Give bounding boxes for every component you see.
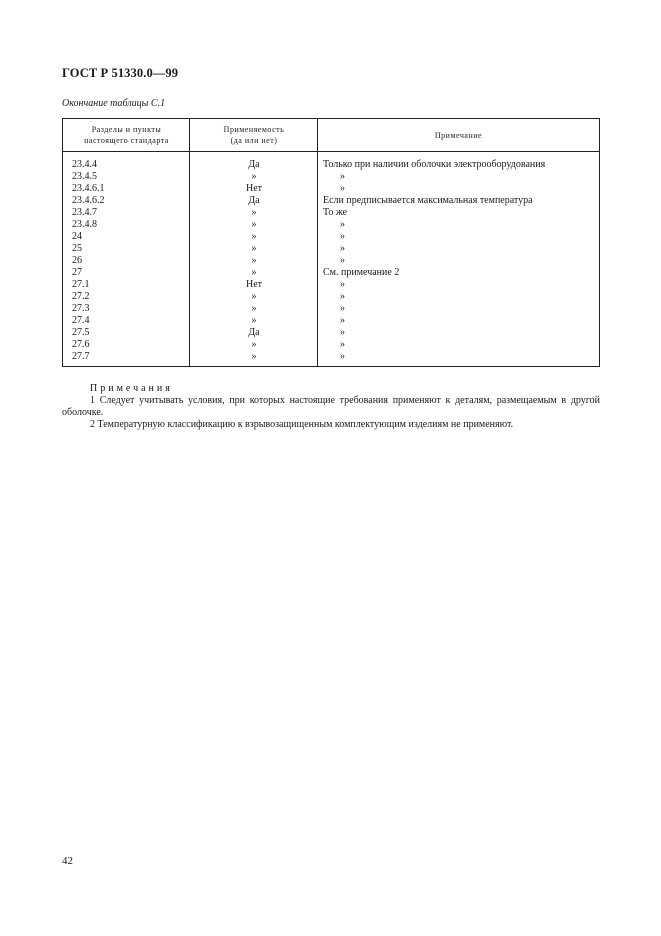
section-number-cell: 26 [72,255,82,266]
note-cell: » [340,315,345,326]
applicability-cell: » [251,291,257,302]
section-number-cell: 23.4.5 [72,171,97,182]
table-row [63,339,599,351]
table-row [63,171,599,183]
note-cell: » [340,303,345,314]
applicability-cell: » [251,339,257,350]
section-number-cell: 23.4.4 [72,159,97,170]
section-number-cell: 25 [72,243,82,254]
section-number-cell: 27.6 [72,339,90,350]
section-number-cell: 23.4.6.2 [72,195,105,206]
section-number-cell: 23.4.8 [72,219,97,230]
note-cell: » [340,243,345,254]
column-header-line: Применяемость [223,125,285,134]
section-number-cell: 27.2 [72,291,90,302]
column-header-line: Разделы и пункты [91,125,162,134]
table-row [63,291,599,303]
section-number-cell: 27.3 [72,303,90,314]
section-number-cell: 27 [72,267,82,278]
column-header-applicability [190,119,318,151]
applicability-cell: » [251,243,257,254]
applicability-cell: » [251,171,257,182]
note-cell: Если предписывается максимальная температура [323,195,533,206]
applicability-cell: » [251,315,257,326]
applicability-cell: Да [248,327,260,338]
table-row [63,255,599,267]
note-cell: » [340,351,345,362]
note-item: 1 Следует учитывать условия, при которых настоящие требования применяют к деталям, размещаемым в другой оболочке. [62,395,600,418]
table-row [63,351,599,363]
applicability-cell: » [251,255,257,266]
section-number-cell: 27.5 [72,327,90,338]
note-cell: » [340,255,345,266]
column-header-note [318,119,599,151]
note-cell: Только при наличии оболочки электрооборудования [323,159,546,170]
note-cell: » [340,339,345,350]
note-cell: » [340,171,345,182]
applicability-table [62,118,600,367]
section-number-cell: 24 [72,231,82,242]
table-row [63,219,599,231]
table-row [63,159,599,171]
notes-title: Примечания [90,383,173,394]
table-row [63,183,599,195]
note-item: 2 Температурную классификацию к взрывозащищенным комплектующим изделиям не применяют. [90,419,514,430]
column-header-line: (да или нет) [230,136,278,145]
document-header: ГОСТ Р 51330.0—99 [62,66,179,80]
section-number-cell: 23.4.6.1 [72,183,105,194]
page-number: 42 [62,855,73,867]
note-cell: » [340,183,345,194]
column-header-line: настоящего стандарта [84,136,169,145]
note-cell: » [340,291,345,302]
applicability-cell: » [251,267,257,278]
applicability-cell: » [251,219,257,230]
table-row [63,207,599,219]
applicability-cell: Нет [245,183,263,194]
applicability-cell: » [251,303,257,314]
table-row [63,267,599,279]
table-row [63,279,599,291]
applicability-cell: Да [248,195,260,206]
applicability-cell: Да [248,159,260,170]
note-cell: » [340,327,345,338]
applicability-cell: » [251,351,257,362]
table-row [63,315,599,327]
applicability-cell: » [251,207,257,218]
note-cell: См. примечание 2 [323,267,400,278]
note-cell: » [340,231,345,242]
applicability-cell: » [251,231,257,242]
table-row [63,231,599,243]
section-number-cell: 27.4 [72,315,90,326]
note-cell: » [340,219,345,230]
table-header-row [63,119,599,152]
section-number-cell: 27.7 [72,351,90,362]
note-cell: То же [323,207,348,218]
table-caption: Окончание таблицы С.1 [62,98,166,109]
section-number-cell: 27.1 [72,279,90,290]
table-row [63,243,599,255]
table-row [63,327,599,339]
note-cell: » [340,279,345,290]
column-header-line: Примечание [434,130,483,140]
notes-section [62,383,600,431]
column-header-sections [63,119,190,151]
section-number-cell: 23.4.7 [72,207,97,218]
table-row [63,303,599,315]
applicability-cell: Нет [245,279,263,290]
table-row [63,195,599,207]
